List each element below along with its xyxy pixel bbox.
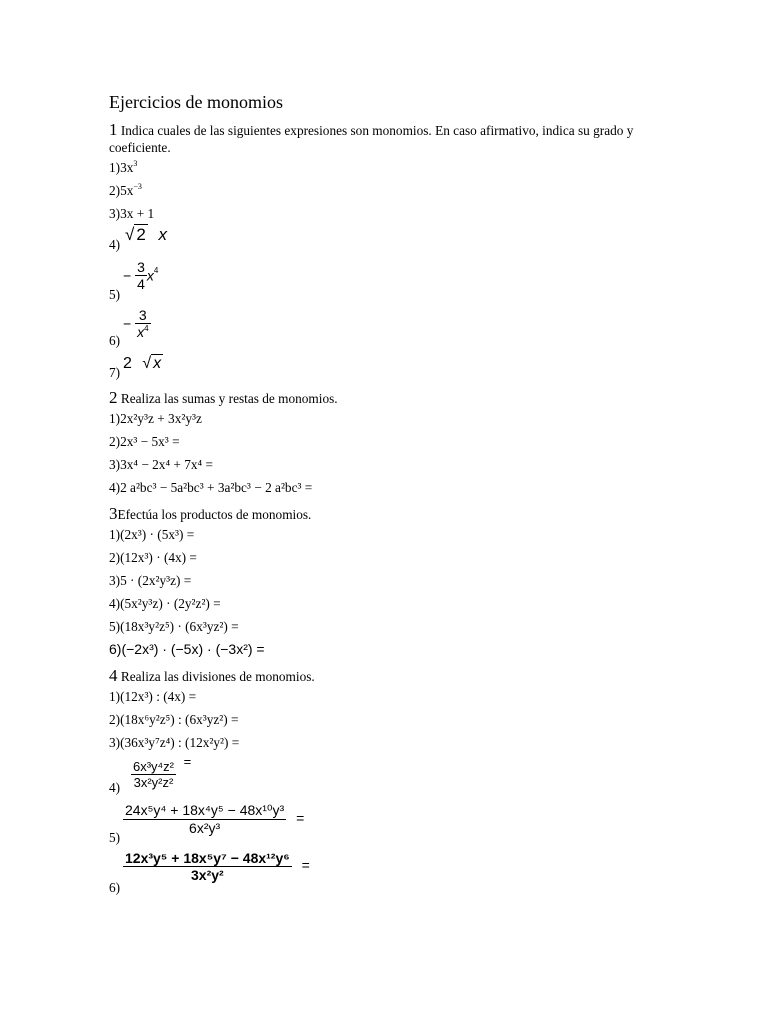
exercise-item: 6)(−2x³) · (−5x) · (−3x²) =: [109, 641, 265, 657]
fraction-expression: [123, 850, 310, 883]
numerator: 12x³y⁵ + 18x⁵y⁷ − 48x¹²y⁶: [125, 850, 290, 866]
denominator: 4: [137, 276, 145, 292]
numerator: 6x³y⁴z²: [133, 759, 174, 775]
exercise-item: [109, 255, 669, 307]
minus-sign: −: [123, 267, 132, 284]
exercise-item: [109, 225, 669, 255]
fraction-expression: [131, 754, 191, 790]
exercise-item: [109, 353, 669, 383]
fraction-expression: [123, 802, 304, 836]
fraction: [123, 802, 286, 836]
exercise-item: 2)(12x³) · (4x) =: [109, 550, 197, 565]
section-instruction: Realiza las divisiones de monomios.: [120, 669, 315, 684]
section-3-heading: [109, 505, 669, 523]
exponent: 4: [144, 324, 149, 333]
denominator: 3x²y²z²: [131, 774, 176, 790]
item-label: 4): [109, 780, 121, 795]
exercise-item: 1)(2x³) · (5x³) =: [109, 527, 195, 542]
item-text: 1)3x: [109, 160, 134, 175]
fraction-expression: [123, 307, 151, 340]
fraction-expression: [123, 259, 158, 292]
section-number: 4: [109, 666, 118, 685]
denominator: 6x²y³: [123, 819, 286, 836]
item-label: 5): [109, 287, 121, 302]
exercise-item: 5)(18x³y²z⁵) · (6x³yz²) =: [109, 619, 239, 634]
fraction: [123, 850, 292, 883]
equals-sign: =: [296, 809, 305, 826]
exercise-item: 3)3x⁴ − 2x⁴ + 7x⁴ =: [109, 457, 213, 472]
item-label: 5): [109, 830, 121, 845]
minus-sign: −: [123, 315, 132, 332]
exercise-item: [109, 850, 669, 900]
exercise-item: [109, 156, 669, 179]
fraction: [135, 307, 150, 340]
section-2-heading: [109, 389, 669, 407]
exponent: 4: [153, 266, 159, 276]
numerator: 3: [138, 307, 147, 323]
item-label: 7): [109, 365, 121, 380]
denominator: $x^4$: [137, 324, 149, 340]
exercise-item: [109, 202, 669, 225]
section-instruction: Indica cuales de las siguientes expresiones son monomios. En caso afirmativo, indica su grado y coeficiente.: [109, 123, 634, 155]
denominator: 3x²y²: [123, 866, 292, 883]
exercise-item: 2)(18x⁶y²z⁵) : (6x³yz²) =: [109, 712, 239, 727]
coefficient: 2: [123, 355, 132, 372]
item-text: 3)3x + 1: [109, 206, 155, 221]
exponent: −3: [133, 182, 142, 191]
item-text: 2)5x: [109, 183, 134, 198]
exercise-item: 1)2x²y³z + 3x²y³z: [109, 411, 202, 426]
exponent: 3: [133, 159, 138, 168]
item-label: 6): [109, 880, 121, 895]
section-4-heading: [109, 667, 669, 685]
exercise-item: 3)(36x³y⁷z⁴) : (12x²y²) =: [109, 735, 240, 750]
section-number: 3: [109, 504, 118, 523]
exercise-item: 4)2 a²bc³ − 5a²bc³ + 3a²bc³ − 2 a²bc³ =: [109, 480, 313, 495]
radicand: x: [153, 355, 162, 372]
section-1-heading: [109, 121, 669, 156]
variable: x: [146, 267, 154, 284]
numerator: 24x⁵y⁴ + 18x⁴y⁵ − 48x¹⁰y³: [125, 802, 285, 818]
exercise-item: 2)2x³ − 5x³ =: [109, 434, 180, 449]
sqrt-icon: √: [125, 225, 135, 244]
sqrt-expression: [123, 355, 163, 373]
section-instruction: Realiza las sumas y restas de monomios.: [120, 391, 338, 406]
exercise-item: [109, 179, 669, 202]
exercise-item: 1)(12x³) : (4x) =: [109, 689, 197, 704]
exercise-item: [109, 800, 669, 850]
section-number: 2: [109, 388, 118, 407]
equals-sign: =: [183, 754, 192, 769]
exercise-item: 3)5 · (2x²y³z) =: [109, 573, 192, 588]
radicand: 2: [136, 225, 146, 244]
equals-sign: =: [301, 857, 310, 874]
section-number: 1: [109, 120, 118, 139]
item-label: 4): [109, 237, 121, 252]
variable: x: [158, 225, 168, 244]
exercise-item: [109, 307, 669, 353]
page-title: Ejercicios de monomios: [109, 92, 283, 112]
numerator: 3: [137, 259, 145, 275]
fraction: [135, 259, 147, 292]
worksheet: [109, 92, 669, 900]
item-label: 6): [109, 333, 121, 348]
sqrt-icon: √: [142, 355, 152, 372]
exercise-item: 4)(5x²y³z) · (2y²z²) =: [109, 596, 221, 611]
exercise-item: [109, 754, 669, 800]
fraction: [131, 759, 176, 790]
section-instruction: Efectúa los productos de monomios.: [117, 507, 312, 522]
sqrt-expression: [125, 225, 167, 245]
